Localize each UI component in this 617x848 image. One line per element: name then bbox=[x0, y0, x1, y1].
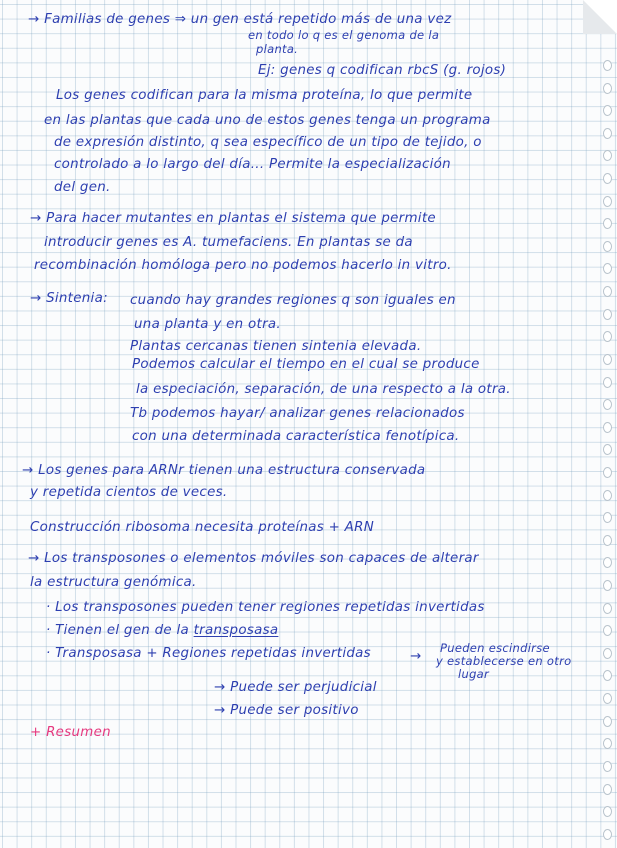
mutants-line: recombinación homóloga pero no podemos hacerlo in vitro. bbox=[34, 258, 452, 273]
transposons-bullet: · Transposasa + Regiones repetidas invertidas bbox=[46, 646, 371, 661]
gene-families-para-line: controlado a lo largo del día... Permite la especialización bbox=[54, 157, 451, 172]
rrna-genes-line: → Los genes para ARNr tienen una estructura conservada bbox=[22, 463, 426, 478]
synteny-line: con una determinada característica fenotípica. bbox=[132, 429, 460, 444]
gene-families-para-line: Los genes codifican para la misma proteína, lo que permite bbox=[56, 88, 473, 103]
mutants-line: introducir genes es A. tumefaciens. En plantas se da bbox=[44, 235, 413, 250]
synteny-definition: cuando hay grandes regiones q son iguales en bbox=[130, 293, 456, 308]
synteny-line: Plantas cercanas tienen sintenia elevada. bbox=[130, 339, 422, 354]
gene-families-para-line: del gen. bbox=[54, 180, 111, 195]
transposons-intro-line: → Los transposones o elementos móviles son capaces de alterar bbox=[28, 551, 479, 566]
transposons-effect: → Puede ser positivo bbox=[214, 703, 359, 718]
mutants-line: → Para hacer mutantes en plantas el sistema que permite bbox=[30, 211, 436, 226]
gene-families-heading: → Familias de genes ⇒ un gen está repetido más de una vez bbox=[28, 12, 452, 27]
transposons-bullet-text: · Tienen el gen de la bbox=[46, 623, 190, 638]
transposons-side-note: Pueden escindirse bbox=[440, 641, 550, 655]
transposase-term: transposasa bbox=[193, 623, 279, 638]
gene-families-para-line: en las plantas que cada uno de estos genes tenga un programa bbox=[44, 113, 491, 128]
transposons-effect: → Puede ser perjudicial bbox=[214, 680, 377, 695]
gene-families-line2: en todo lo q es el genoma de la bbox=[248, 28, 440, 42]
ribosome-line: Construcción ribosoma necesita proteínas + ARN bbox=[30, 520, 375, 535]
gene-families-example: Ej: genes q codifican rbcS (g. rojos) bbox=[258, 63, 507, 78]
gene-families-line3: planta. bbox=[256, 42, 299, 56]
gene-families-para-line: de expresión distinto, q sea específico de un tipo de tejido, o bbox=[54, 135, 482, 150]
transposons-side-note: y establecerse en otro bbox=[436, 654, 572, 668]
synteny-line: Tb podemos hayar/ analizar genes relacionados bbox=[130, 406, 465, 421]
transposons-intro-line: la estructura genómica. bbox=[30, 575, 197, 590]
synteny-line: Podemos calcular el tiempo en el cual se produce bbox=[132, 357, 480, 372]
transposons-side-note: lugar bbox=[458, 667, 490, 681]
synteny-term: → Sintenia: bbox=[30, 291, 108, 306]
rrna-genes-line: y repetida cientos de veces. bbox=[30, 485, 228, 500]
summary-label: + Resumen bbox=[30, 725, 111, 740]
transposons-bullet bbox=[46, 624, 278, 637]
transposons-bullet: · Los transposones pueden tener regiones repetidas invertidas bbox=[46, 600, 485, 615]
synteny-line: la especiación, separación, de una respecto a la otra. bbox=[136, 382, 511, 397]
arrow-icon: → bbox=[410, 649, 422, 664]
synteny-line: una planta y en otra. bbox=[134, 317, 281, 332]
